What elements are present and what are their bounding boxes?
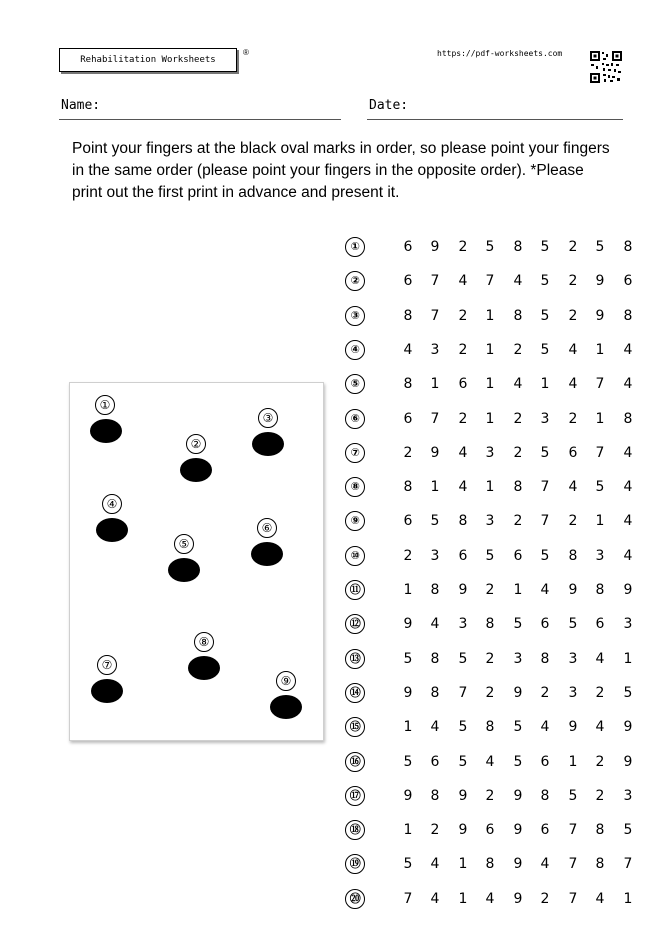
row-number: ⑩: [345, 546, 365, 566]
sequence-digit: 9: [595, 273, 605, 290]
sequence-digit: 7: [430, 273, 440, 290]
sequence-digit: 9: [458, 822, 468, 839]
sequence-digit: 8: [595, 856, 605, 873]
sequence-digit: 1: [595, 410, 605, 427]
sequence-digit: 8: [430, 787, 440, 804]
sequence-digit: 5: [513, 719, 523, 736]
date-label: Date:: [369, 98, 409, 113]
sequence-digit: 4: [568, 479, 578, 496]
instructions-text: Point your fingers at the black oval marks in order, so please point your fingers in the same order (please point your fingers in the opposite order). *Please print out the first print in advance and present it.: [72, 140, 610, 201]
oval-marks-panel: [69, 382, 324, 741]
sequence-digit: 3: [513, 650, 523, 667]
sequence-digit: 5: [485, 239, 495, 255]
sequence-digit: 6: [458, 547, 468, 564]
row-number: ⑰: [345, 786, 365, 806]
sequence-digit: 5: [458, 719, 468, 736]
sequence-digit: 6: [513, 547, 523, 564]
qr-code-icon: [589, 50, 623, 84]
sequence-digit: 7: [403, 890, 413, 907]
sequence-digit: 4: [568, 341, 578, 358]
sequence-digit: 9: [458, 787, 468, 804]
sequence-digit: 5: [540, 341, 550, 358]
sequence-digit: 5: [595, 239, 605, 255]
sequence-digit: 8: [430, 684, 440, 701]
black-oval: [168, 558, 200, 582]
sequence-digit: 3: [595, 547, 605, 564]
sequence-digit: 8: [623, 239, 633, 255]
sequence-digit: 4: [595, 650, 605, 667]
sequence-digit: 6: [403, 513, 413, 530]
sequence-digit: 9: [513, 890, 523, 907]
sequence-digit: 1: [513, 582, 523, 598]
sequence-digit: 6: [403, 239, 413, 255]
row-number: ⑥: [345, 409, 365, 429]
sequence-digit: 8: [540, 787, 550, 804]
sequence-digit: 4: [485, 890, 495, 907]
sequence-digit: 3: [623, 787, 633, 804]
mark-number: ⑤: [174, 534, 194, 554]
sequence-digit: 7: [568, 890, 578, 907]
sequence-digit: 9: [458, 582, 468, 598]
black-oval: [251, 542, 283, 566]
sequence-digit: 8: [458, 513, 468, 530]
sequence-digit: 6: [458, 376, 468, 393]
sequence-digit: 2: [513, 444, 523, 461]
sequence-digit: 2: [458, 239, 468, 255]
sequence-digit: 2: [513, 410, 523, 427]
mark-number: ⑧: [194, 632, 214, 652]
sequence-digit: 1: [485, 410, 495, 427]
sequence-digit: 1: [403, 822, 413, 839]
brand-label: Rehabilitation Worksheets: [59, 48, 237, 72]
sequence-digit: 2: [595, 753, 605, 770]
sequence-digit: 2: [485, 787, 495, 804]
black-oval: [270, 695, 302, 719]
sequence-digit: 7: [595, 376, 605, 393]
registered-mark: ®: [243, 48, 249, 57]
sequence-digit: 4: [458, 273, 468, 290]
sequence-digit: 2: [485, 582, 495, 598]
sequence-digit: 1: [595, 341, 605, 358]
site-url[interactable]: https://pdf-worksheets.com: [437, 49, 563, 58]
sequence-digit: 7: [568, 822, 578, 839]
sequence-digit: 1: [623, 650, 633, 667]
mark-number: ④: [102, 494, 122, 514]
sequence-digit: 1: [430, 479, 440, 496]
sequence-digit: 5: [623, 822, 633, 839]
sequence-digit: 5: [568, 787, 578, 804]
sequence-digit: 4: [458, 479, 468, 496]
sequence-digit: 2: [458, 341, 468, 358]
sequence-digit: 8: [430, 650, 440, 667]
row-number: ⑧: [345, 477, 365, 497]
row-number: ③: [345, 306, 365, 326]
row-number: ⑲: [345, 854, 365, 874]
sequence-digit: 2: [568, 513, 578, 530]
sequence-digit: 4: [430, 890, 440, 907]
sequence-digit: 5: [540, 239, 550, 255]
mark-number: ②: [186, 434, 206, 454]
sequence-digit: 9: [430, 444, 440, 461]
row-number: ④: [345, 340, 365, 360]
sequence-digit: 4: [623, 479, 633, 496]
sequence-digit: 7: [568, 856, 578, 873]
sequence-digit: 3: [568, 650, 578, 667]
date-line[interactable]: [367, 119, 623, 120]
sequence-digit: 9: [568, 719, 578, 736]
sequence-digit: 2: [458, 410, 468, 427]
black-oval: [91, 679, 123, 703]
row-number: ⑦: [345, 443, 365, 463]
sequence-digit: 6: [403, 410, 413, 427]
sequence-digit: 9: [595, 307, 605, 324]
mark-number: ③: [258, 408, 278, 428]
sequence-digit: 4: [485, 753, 495, 770]
sequence-digit: 1: [568, 753, 578, 770]
sequence-digit: 4: [513, 376, 523, 393]
sequence-digit: 6: [568, 444, 578, 461]
row-number: ⑪: [345, 580, 365, 600]
sequence-digit: 1: [458, 856, 468, 873]
sequence-digit: 9: [430, 239, 440, 255]
sequence-digit: 5: [485, 547, 495, 564]
sequence-digit: 1: [595, 513, 605, 530]
sequence-digit: 4: [430, 719, 440, 736]
black-oval: [252, 432, 284, 456]
black-oval: [90, 419, 122, 443]
row-number: ⑯: [345, 752, 365, 772]
row-number: ⑭: [345, 683, 365, 703]
sequence-digit: 8: [513, 479, 523, 496]
sequence-digit: 4: [458, 444, 468, 461]
row-number: ⑬: [345, 649, 365, 669]
row-number: ⑱: [345, 820, 365, 840]
sequence-digit: 9: [623, 582, 633, 598]
sequence-digit: 7: [540, 479, 550, 496]
sequence-digit: 2: [568, 239, 578, 255]
sequence-digit: 7: [458, 684, 468, 701]
sequence-digit: 7: [430, 410, 440, 427]
sequence-digit: 5: [540, 444, 550, 461]
sequence-digit: 5: [568, 616, 578, 633]
sequence-digit: 9: [403, 616, 413, 633]
sequence-digit: 4: [595, 890, 605, 907]
sequence-digit: 5: [513, 753, 523, 770]
sequence-digit: 4: [623, 341, 633, 358]
sequence-digit: 3: [540, 410, 550, 427]
sequence-digit: 8: [485, 616, 495, 633]
sequence-digit: 8: [513, 239, 523, 255]
sequence-digit: 9: [513, 822, 523, 839]
sequence-digit: 5: [458, 650, 468, 667]
sequence-digit: 9: [568, 582, 578, 598]
sequence-digit: 8: [568, 547, 578, 564]
sequence-digit: 9: [623, 753, 633, 770]
sequence-digit: 5: [403, 650, 413, 667]
sequence-digit: 6: [430, 753, 440, 770]
name-line[interactable]: [59, 119, 341, 120]
row-number: ⑫: [345, 614, 365, 634]
sequence-digit: 3: [568, 684, 578, 701]
sequence-digit: 4: [430, 616, 440, 633]
sequence-digit: 4: [623, 376, 633, 393]
row-number: ⑤: [345, 374, 365, 394]
sequence-digit: 5: [430, 513, 440, 530]
sequence-digit: 5: [540, 547, 550, 564]
sequence-digit: 2: [595, 787, 605, 804]
sequence-digit: 2: [513, 513, 523, 530]
sequence-digit: 4: [513, 273, 523, 290]
row-number: ⑳: [345, 889, 365, 909]
sequence-digit: 5: [595, 479, 605, 496]
sequence-digit: 4: [403, 341, 413, 358]
sequence-digit: 2: [513, 341, 523, 358]
sequence-digit: 6: [540, 616, 550, 633]
sequence-digit: 4: [540, 582, 550, 598]
sequence-digit: 3: [430, 341, 440, 358]
sequence-digit: 7: [540, 513, 550, 530]
sequence-digit: 9: [513, 684, 523, 701]
sequence-digit: 2: [568, 307, 578, 324]
sequence-digit: 9: [513, 787, 523, 804]
sequence-digit: 8: [513, 307, 523, 324]
sequence-digit: 2: [568, 273, 578, 290]
sequence-digit: 1: [623, 890, 633, 907]
sequence-digit: 5: [540, 307, 550, 324]
mark-number: ⑨: [276, 671, 296, 691]
sequence-digit: 5: [513, 616, 523, 633]
sequence-digit: 4: [623, 513, 633, 530]
sequence-digit: 4: [623, 444, 633, 461]
sequence-digit: 4: [540, 856, 550, 873]
sequence-digit: 9: [403, 684, 413, 701]
sequence-digit: 4: [430, 856, 440, 873]
row-number: ⑮: [345, 717, 365, 737]
mark-number: ⑦: [97, 655, 117, 675]
sequence-digit: 1: [485, 376, 495, 393]
black-oval: [180, 458, 212, 482]
sequence-digit: 5: [540, 273, 550, 290]
sequence-digit: 4: [595, 719, 605, 736]
sequence-digit: 3: [623, 616, 633, 633]
sequence-digit: 8: [403, 376, 413, 393]
sequence-digit: 9: [513, 856, 523, 873]
sequence-digit: 8: [540, 650, 550, 667]
sequence-digit: 6: [403, 273, 413, 290]
sequence-digit: 8: [623, 307, 633, 324]
sequence-digit: 4: [540, 719, 550, 736]
sequence-digit: 2: [458, 307, 468, 324]
sequence-digit: 5: [458, 753, 468, 770]
sequence-digit: 8: [595, 822, 605, 839]
sequence-digit: 1: [540, 376, 550, 393]
sequence-digit: 7: [485, 273, 495, 290]
sequence-digit: 5: [403, 753, 413, 770]
sequence-digit: 2: [403, 547, 413, 564]
sequence-digit: 8: [485, 856, 495, 873]
sequence-digit: 1: [458, 890, 468, 907]
sequence-digit: 2: [595, 684, 605, 701]
sequence-digit: 2: [403, 444, 413, 461]
sequence-digit: 2: [430, 822, 440, 839]
name-label: Name:: [61, 98, 101, 113]
sequence-digit: 6: [540, 822, 550, 839]
sequence-digit: 7: [623, 856, 633, 873]
sequence-digit: 8: [595, 582, 605, 598]
sequence-digit: 9: [623, 719, 633, 736]
sequence-digit: 6: [485, 822, 495, 839]
sequence-digit: 2: [485, 650, 495, 667]
sequence-digit: 9: [403, 787, 413, 804]
sequence-digit: 5: [403, 856, 413, 873]
row-number: ⑨: [345, 511, 365, 531]
sequence-digit: 8: [430, 582, 440, 598]
sequence-digit: 3: [485, 513, 495, 530]
sequence-digit: 3: [485, 444, 495, 461]
mark-number: ①: [95, 395, 115, 415]
sequence-digit: 7: [430, 307, 440, 324]
black-oval: [188, 656, 220, 680]
sequence-digit: 1: [485, 479, 495, 496]
sequence-digit: 4: [568, 376, 578, 393]
sequence-digit: 6: [540, 753, 550, 770]
sequence-digit: 8: [403, 307, 413, 324]
sequence-digit: 1: [403, 582, 413, 598]
black-oval: [96, 518, 128, 542]
row-number: ①: [345, 237, 365, 257]
sequence-digit: 7: [595, 444, 605, 461]
sequence-digit: 2: [485, 684, 495, 701]
sequence-digit: 4: [623, 547, 633, 564]
sequence-digit: 1: [485, 307, 495, 324]
sequence-digit: 2: [540, 890, 550, 907]
sequence-digit: 3: [430, 547, 440, 564]
sequence-digit: 1: [430, 376, 440, 393]
sequence-digit: 2: [568, 410, 578, 427]
sequence-digit: 8: [403, 479, 413, 496]
mark-number: ⑥: [257, 518, 277, 538]
sequence-digit: 6: [623, 273, 633, 290]
sequence-digit: 1: [403, 719, 413, 736]
sequence-digit: 5: [623, 684, 633, 701]
sequence-digit: 8: [485, 719, 495, 736]
sequence-digit: 8: [623, 410, 633, 427]
sequence-digit: 3: [458, 616, 468, 633]
sequence-digit: 2: [540, 684, 550, 701]
sequence-digit: 6: [595, 616, 605, 633]
row-number: ②: [345, 271, 365, 291]
sequence-digit: 1: [485, 341, 495, 358]
